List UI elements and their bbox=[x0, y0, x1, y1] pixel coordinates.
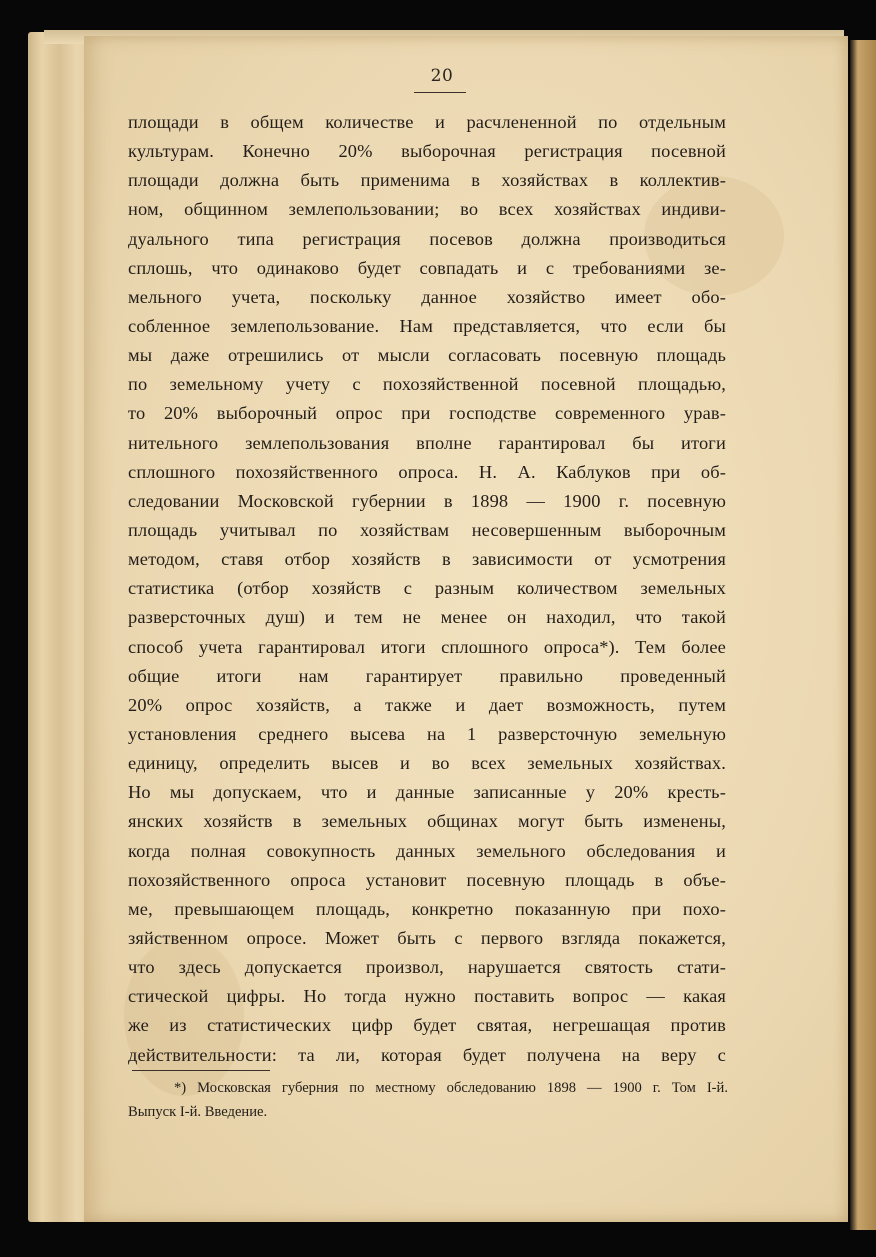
body-text-line: когда полная совокупность данных земельного обследования и bbox=[128, 840, 726, 861]
footnote-separator bbox=[132, 1070, 270, 1071]
body-text-line: похозяйственного опроса установит посевную площадь в объе- bbox=[128, 869, 726, 890]
body-text-line: мельного учета, поскольку данное хозяйство имеет обо- bbox=[128, 286, 726, 307]
body-text-line: зяйственном опросе. Может быть с первого взгляда покажется, bbox=[128, 927, 726, 948]
footnote bbox=[128, 1076, 728, 1124]
body-text-line: нительного землепользования вполне гарантировал бы итоги bbox=[128, 432, 726, 453]
body-text-line: площадь учитывал по хозяйствам несовершенным выборочным bbox=[128, 519, 726, 540]
body-text-line: дуального типа регистрация посевов должна производиться bbox=[128, 228, 726, 249]
body-text-line: площади должна быть применима в хозяйствах в коллектив- bbox=[128, 170, 726, 191]
body-text-line: способ учета гарантировал итоги сплошного опроса*). Тем более bbox=[128, 636, 726, 657]
body-text-line: что здесь допускается произвол, нарушается святость стати- bbox=[128, 957, 726, 978]
body-text-line: площади в общем количестве и расчлененной по отдельным bbox=[128, 112, 726, 132]
body-text-line: же из статистических цифр будет святая, негрешащая против bbox=[128, 1015, 726, 1036]
body-text bbox=[128, 108, 726, 1070]
body-text-line: ме, превышающем площадь, конкретно показанную при похо- bbox=[128, 898, 726, 919]
body-text-line: 20% опрос хозяйств, а также и дает возможность, путем bbox=[128, 694, 726, 715]
body-text-line: сплошного похозяйственного опроса. Н. А. Каблуков при об- bbox=[128, 461, 726, 482]
body-text-line: янских хозяйств в земельных общинах могут быть изменены, bbox=[128, 811, 726, 832]
footnote-line: Выпуск I-й. Введение. bbox=[128, 1104, 268, 1120]
body-text-line: действительности: та ли, которая будет получена на веру с bbox=[128, 1044, 726, 1065]
body-text-line: методом, ставя отбор хозяйств в зависимости от усмотрения bbox=[128, 549, 726, 570]
next-page-sliver bbox=[850, 40, 876, 1230]
body-text-line: Но мы допускаем, что и данные записанные у 20% кресть- bbox=[128, 782, 726, 803]
footnote-line: *) Московская губерния по местному обследованию 1898 — 1900 г. Том I-й. bbox=[174, 1080, 728, 1096]
body-text-line: следовании Московской губернии в 1898 — 1900 г. посевную bbox=[128, 490, 726, 511]
body-text-line: по земельному учету с похозяйственной посевной площадью, bbox=[128, 374, 726, 395]
body-text-line: культурам. Конечно 20% выборочная регистрация посевной bbox=[128, 141, 726, 162]
page-number-underline bbox=[414, 92, 466, 93]
body-text-line: статистика (отбор хозяйств с разным количеством земельных bbox=[128, 578, 726, 599]
body-text-line: установления среднего высева на 1 разверсточную земельную bbox=[128, 723, 726, 744]
body-text-line: единицу, определить высев и во всех земельных хозяйствах. bbox=[128, 753, 726, 774]
body-text-line: собленное землепользование. Нам представляется, что если бы bbox=[128, 315, 726, 336]
body-text-line: разверсточных душ) и тем не менее он находил, что такой bbox=[128, 607, 726, 628]
page-number: 20 bbox=[430, 66, 454, 86]
body-text-line: мы даже отрешились от мысли согласовать посевную площадь bbox=[128, 345, 726, 366]
body-text-line: общие итоги нам гарантирует правильно проведенный bbox=[128, 665, 726, 686]
body-text-line: стической цифры. Но тогда нужно поставить вопрос — какая bbox=[128, 986, 726, 1007]
body-text-line: то 20% выборочный опрос при господстве современного урав- bbox=[128, 403, 726, 424]
body-text-line: сплошь, что одинаково будет совпадать и с требованиями зе- bbox=[128, 257, 726, 278]
body-text-line: ном, общинном землепользовании; во всех хозяйствах индиви- bbox=[128, 199, 726, 220]
